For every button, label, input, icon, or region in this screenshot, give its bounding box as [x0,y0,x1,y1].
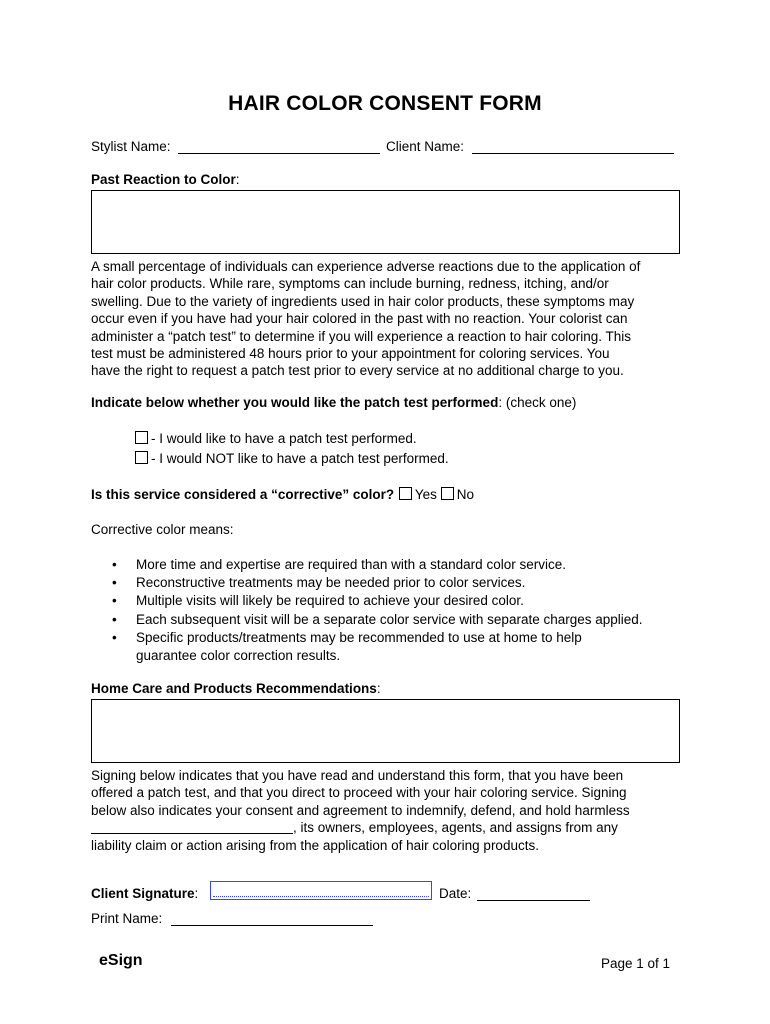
patch-test-question-text: Indicate below whether you would like the patch test performed [91,395,499,410]
patch-test-option-no [135,451,449,466]
bullet-item: • Reconstructive treatments may be needed prior to color services. [112,574,712,592]
corrective-no-checkbox[interactable] [441,487,454,500]
bullet-item-continuation: guarantee color correction results. [136,648,341,664]
client-signature-field[interactable] [210,881,432,900]
stylist-name-label: Stylist Name: [91,139,171,154]
corrective-bullet-list [112,556,712,665]
corrective-question-row [91,487,474,502]
past-reaction-heading [91,172,240,187]
past-reaction-label: Past Reaction to Color [91,172,236,187]
signing-line: liability claim or action arising from the application of hair coloring products. [91,837,539,853]
esign-logo: eSign [99,952,143,969]
bullet-item: • More time and expertise are required than with a standard color service. [112,556,712,574]
disclaimer-paragraph [91,258,691,380]
client-signature-colon: : [194,886,199,901]
print-name-label: Print Name: [91,911,163,926]
patch-test-no-label: - I would NOT like to have a patch test performed. [151,451,449,466]
home-care-label: Home Care and Products Recommendations [91,681,377,696]
disclaimer-line: occur even if you have had your hair colored in the past with no reaction. Your colorist can [91,311,628,327]
home-care-textbox[interactable] [91,699,680,763]
past-reaction-textbox[interactable] [91,190,680,254]
client-signature-label: Client Signature [91,886,195,901]
indemnify-party-field[interactable] [91,821,293,834]
corrective-yes-label: Yes [414,487,437,502]
bullet-item: • Specific products/treatments may be recommended to use at home to help [112,629,712,647]
client-signature-heading [91,886,198,901]
disclaimer-line: test must be administered 48 hours prior to your appointment for coloring services. You [91,346,610,362]
corrective-means-label: Corrective color means: [91,522,234,537]
bullet-item: • Each subsequent visit will be a separate color service with separate charges applied. [112,611,712,629]
disclaimer-line: hair color products. While rare, symptoms can include burning, redness, itching, and/or [91,276,609,292]
disclaimer-line: A small percentage of individuals can experience adverse reactions due to the application of [91,259,641,274]
disclaimer-line: have the right to request a patch test prior to every service at no additional charge to you. [91,363,624,379]
client-name-label: Client Name: [386,139,465,154]
corrective-question: Is this service considered a “corrective” color? [91,487,395,502]
corrective-yes-checkbox[interactable] [399,487,412,500]
date-field[interactable] [477,886,590,901]
signing-line: offered a patch test, and that you direct to proceed with your hair coloring service. Signing [91,785,627,801]
signing-line-with-blank [91,819,691,836]
patch-test-option-yes [135,431,417,446]
patch-test-question [91,395,576,410]
corrective-no-label: No [456,487,474,502]
print-name-field[interactable] [171,911,373,926]
home-care-colon: : [376,681,381,696]
patch-test-yes-label: - I would like to have a patch test performed. [151,431,417,446]
home-care-heading [91,681,381,696]
patch-test-yes-checkbox[interactable] [135,431,148,444]
client-name-field[interactable] [472,139,674,154]
bullet-item: • Multiple visits will likely be required to achieve your desired color. [112,592,712,610]
patch-test-no-checkbox[interactable] [135,451,148,464]
signing-line-tail: , its owners, employees, agents, and assigns from any [293,820,618,836]
past-reaction-colon: : [235,172,240,187]
stylist-name-field[interactable] [178,139,380,154]
page-number: Page 1 of 1 [601,956,671,971]
disclaimer-line: administer a “patch test” to determine if you will experience a reaction to hair coloring. This [91,328,632,344]
signing-paragraph [91,767,691,854]
form-title: HAIR COLOR CONSENT FORM [228,92,542,115]
signing-line: Signing below indicates that you have read and understand this form, that you have been [91,768,624,783]
patch-test-hint: : (check one) [498,395,577,410]
signing-line: below also indicates your consent and agreement to indemnify, defend, and hold harmless [91,802,630,818]
date-label: Date: [439,886,472,901]
disclaimer-line: swelling. Due to the variety of ingredients used in hair color products, these symptoms may [91,293,635,309]
